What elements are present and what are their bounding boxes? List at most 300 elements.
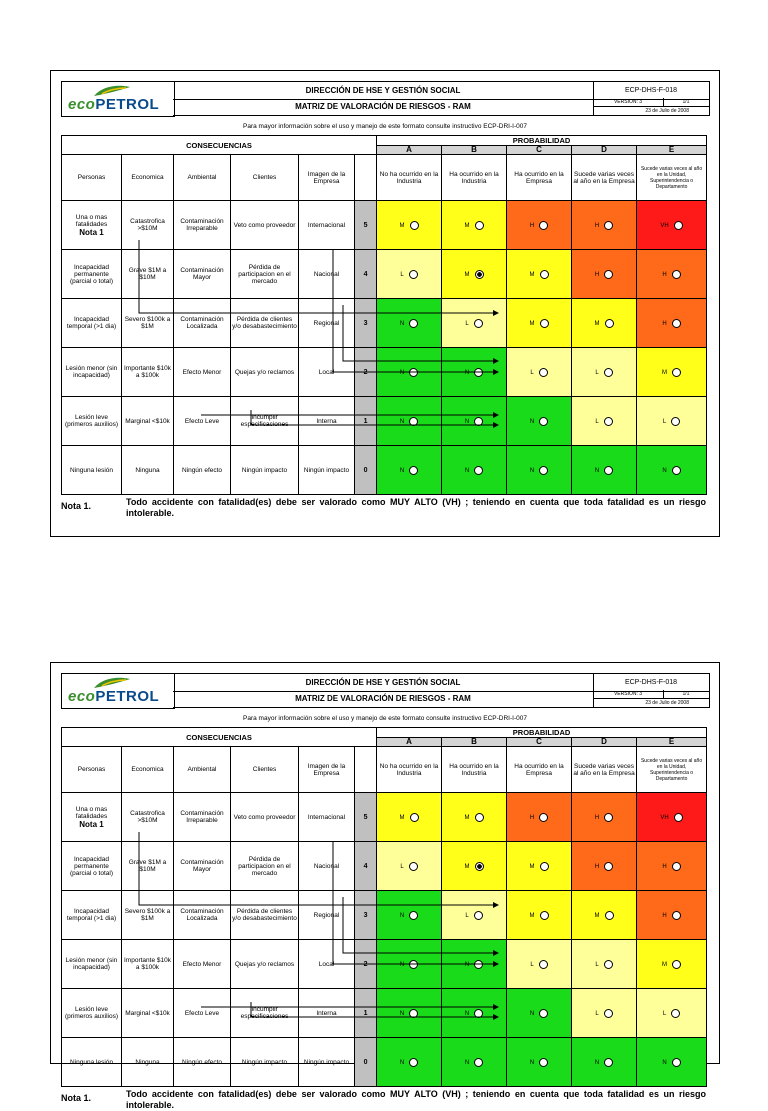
risk-cell[interactable] — [572, 1038, 637, 1087]
risk-level-label: M — [529, 863, 535, 870]
risk-level-label: N — [399, 418, 405, 425]
consequence-clientes: Veto como proveedor — [231, 201, 299, 250]
risk-cell[interactable] — [572, 201, 637, 250]
logo-text: ecoPETROL — [68, 96, 160, 113]
consequence-imagen: Ningún impacto — [299, 1038, 355, 1087]
risk-cell[interactable] — [637, 1038, 707, 1087]
consequence-imagen: Interna — [299, 397, 355, 446]
risk-cell[interactable] — [637, 891, 707, 940]
consequence-personas — [62, 989, 122, 1038]
radio-circle-icon[interactable] — [540, 862, 549, 871]
column-header: Imagen de la Empresa — [299, 155, 355, 201]
risk-cell[interactable] — [637, 940, 707, 989]
risk-cell[interactable] — [637, 842, 707, 891]
radio-circle-icon[interactable] — [605, 319, 614, 328]
radio-circle-icon[interactable] — [474, 417, 483, 426]
risk-cell[interactable] — [442, 348, 507, 397]
consequence-ambiental: Contaminación Localizada — [174, 299, 231, 348]
risk-matrix-form — [50, 70, 720, 537]
radio-circle-icon[interactable] — [539, 1058, 548, 1067]
consequence-ambiental: Contaminación Mayor — [174, 250, 231, 299]
form-date: 23 de Julio de 2008 — [593, 698, 709, 707]
radio-circle-icon[interactable] — [410, 221, 419, 230]
risk-cell[interactable] — [572, 446, 637, 495]
form-header — [61, 673, 709, 707]
matrix-grid — [61, 727, 706, 1087]
form-title-direction: DIRECCIÓN DE HSE Y GESTIÓN SOCIAL — [173, 673, 594, 692]
radio-circle-icon[interactable] — [474, 1058, 483, 1067]
risk-level-label: N — [662, 1059, 667, 1066]
column-header: Personas — [62, 747, 122, 793]
column-headers — [62, 747, 707, 793]
radio-circle-icon[interactable] — [474, 960, 483, 969]
risk-level-label: VH — [660, 222, 669, 229]
risk-level-label: M — [464, 863, 470, 870]
form-page: 1/1 — [682, 99, 690, 105]
radio-circle-icon[interactable] — [474, 1009, 483, 1018]
risk-cell[interactable] — [507, 348, 572, 397]
info-line: Para mayor información sobre el uso y manejo de este formato consulte instructivo ECP-DRI-I-007 — [243, 123, 527, 130]
radio-circle-icon[interactable] — [672, 319, 681, 328]
consequence-clientes: Ningún impacto — [231, 1038, 299, 1087]
nota-marker: Nota 1 — [79, 227, 104, 237]
risk-level-label: L — [595, 961, 599, 968]
radio-circle-icon[interactable] — [474, 368, 483, 377]
risk-level-label: N — [464, 418, 470, 425]
form-header — [61, 81, 709, 115]
risk-cell[interactable] — [442, 842, 507, 891]
risk-cell[interactable] — [377, 348, 442, 397]
radio-circle-icon[interactable] — [474, 466, 483, 475]
radio-circle-icon[interactable] — [604, 417, 613, 426]
probability-title: PROBABILIDAD — [377, 728, 707, 738]
risk-cell[interactable] — [377, 299, 442, 348]
risk-level-label: H — [662, 912, 667, 919]
risk-level-label: M — [529, 320, 535, 327]
radio-circle-icon[interactable] — [409, 911, 418, 920]
personas-text: Lesión menor (sin incapacidad) — [65, 957, 118, 971]
radio-circle-icon[interactable] — [475, 221, 484, 230]
risk-level-label: N — [464, 1010, 470, 1017]
risk-level-label: N — [529, 418, 535, 425]
radio-circle-icon[interactable] — [672, 1058, 681, 1067]
form-page: 1/1 — [682, 691, 690, 697]
consequence-ambiental: Ningún efecto — [174, 446, 231, 495]
radio-circle-icon[interactable] — [674, 221, 683, 230]
risk-cell[interactable] — [637, 446, 707, 495]
nota-marker: Nota 1 — [79, 819, 104, 829]
probability-letter: B — [442, 738, 507, 747]
consequence-personas — [62, 397, 122, 446]
consequence-clientes: Pérdida de participacion en el mercado — [231, 250, 299, 299]
probability-letter: E — [637, 738, 707, 747]
risk-cell[interactable] — [637, 793, 707, 842]
risk-cell[interactable] — [442, 793, 507, 842]
risk-cell[interactable] — [507, 989, 572, 1038]
radio-circle-icon[interactable] — [672, 368, 681, 377]
risk-cell[interactable] — [442, 446, 507, 495]
consequence-economica: Importante $10k a $100k — [122, 940, 174, 989]
consequence-imagen: Local — [299, 348, 355, 397]
radio-circle-icon[interactable] — [540, 319, 549, 328]
risk-cell[interactable] — [637, 348, 707, 397]
radio-circle-icon[interactable] — [409, 862, 418, 871]
risk-cell[interactable] — [377, 250, 442, 299]
risk-cell[interactable] — [637, 299, 707, 348]
radio-circle-icon[interactable] — [409, 270, 418, 279]
column-header: Ambiental — [174, 155, 231, 201]
form-date: 23 de Julio de 2008 — [593, 106, 709, 115]
probability-description: Ha ocurrido en la Industria — [442, 155, 507, 201]
risk-cell[interactable] — [377, 891, 442, 940]
risk-level-label: N — [399, 320, 405, 327]
table-row — [62, 446, 707, 495]
risk-cell[interactable] — [377, 989, 442, 1038]
probability-description: No ha ocurrido en la Industria — [377, 747, 442, 793]
radio-circle-icon[interactable] — [604, 466, 613, 475]
form-code: ECP-DHS-F-018 — [593, 81, 710, 100]
risk-level-label: H — [594, 814, 600, 821]
risk-cell[interactable] — [442, 299, 507, 348]
consequence-clientes: Incumplir especificaciones — [231, 397, 299, 446]
risk-cell[interactable] — [442, 940, 507, 989]
consequence-ambiental: Efecto Leve — [174, 989, 231, 1038]
risk-level-label: N — [399, 369, 405, 376]
matrix-grid — [61, 135, 706, 495]
matrix-table — [61, 135, 707, 495]
risk-level-label: H — [662, 863, 667, 870]
risk-cell[interactable] — [377, 446, 442, 495]
consequence-economica: Grave $1M a $10M — [122, 842, 174, 891]
risk-level-label: M — [464, 814, 470, 821]
risk-cell[interactable] — [442, 201, 507, 250]
risk-level-label: L — [400, 271, 404, 278]
severity-level: 1 — [355, 989, 377, 1038]
probability-letter: C — [507, 738, 572, 747]
risk-cell[interactable] — [637, 989, 707, 1038]
table-row — [62, 891, 707, 940]
radio-circle-icon[interactable] — [539, 1009, 548, 1018]
radio-circle-icon[interactable] — [409, 960, 418, 969]
radio-circle-icon[interactable] — [539, 221, 548, 230]
risk-cell[interactable] — [442, 250, 507, 299]
consequence-imagen: Regional — [299, 299, 355, 348]
risk-level-label: M — [529, 271, 535, 278]
risk-level-label: M — [594, 320, 600, 327]
risk-cell[interactable] — [507, 201, 572, 250]
radio-circle-icon[interactable] — [604, 221, 613, 230]
risk-level-label: L — [400, 863, 404, 870]
risk-level-label: N — [529, 1010, 535, 1017]
radio-circle-icon[interactable] — [604, 960, 613, 969]
probability-letter: D — [572, 146, 637, 155]
personas-text: Ninguna lesión — [69, 1058, 113, 1066]
risk-cell[interactable] — [572, 842, 637, 891]
personas-text: Incapacidad permanente (parcial o total) — [70, 855, 113, 877]
severity-level: 4 — [355, 842, 377, 891]
severity-level: 2 — [355, 348, 377, 397]
radio-circle-icon[interactable] — [475, 813, 484, 822]
consequence-economica: Catastrofica >$10M — [122, 201, 174, 250]
consequence-economica: Marginal <$10k — [122, 397, 174, 446]
radio-circle-icon[interactable] — [604, 813, 613, 822]
risk-cell[interactable] — [572, 348, 637, 397]
severity-level: 1 — [355, 397, 377, 446]
consequence-economica: Catastrofica >$10M — [122, 793, 174, 842]
radio-circle-icon[interactable] — [604, 368, 613, 377]
risk-cell[interactable] — [572, 940, 637, 989]
consequence-clientes: Incumplir especificaciones — [231, 989, 299, 1038]
risk-cell[interactable] — [507, 299, 572, 348]
risk-cell[interactable] — [442, 397, 507, 446]
risk-level-label: M — [529, 912, 535, 919]
severity-level: 3 — [355, 891, 377, 940]
column-headers — [62, 155, 707, 201]
table-row — [62, 201, 707, 250]
consequence-imagen: Nacional — [299, 842, 355, 891]
radio-circle-icon[interactable] — [539, 813, 548, 822]
risk-cell[interactable] — [572, 250, 637, 299]
probability-title: PROBABILIDAD — [377, 136, 707, 146]
personas-text: Lesión menor (sin incapacidad) — [65, 365, 118, 379]
risk-cell[interactable] — [572, 989, 637, 1038]
radio-circle-icon[interactable] — [539, 417, 548, 426]
table-row — [62, 842, 707, 891]
risk-cell[interactable] — [507, 940, 572, 989]
personas-text: Ninguna lesión — [69, 466, 113, 474]
radio-circle-icon[interactable] — [410, 813, 419, 822]
note-key: Nota 1. — [61, 501, 92, 511]
consequence-personas — [62, 299, 122, 348]
severity-level: 4 — [355, 250, 377, 299]
consequence-economica: Importante $10k a $100k — [122, 348, 174, 397]
risk-level-label: N — [529, 467, 535, 474]
ecopetrol-logo — [61, 81, 175, 117]
risk-cell[interactable] — [637, 397, 707, 446]
consequence-economica: Grave $1M a $10M — [122, 250, 174, 299]
consequence-personas — [62, 201, 122, 250]
consequences-title: CONSECUENCIAS — [62, 728, 377, 747]
form-title-direction: DIRECCIÓN DE HSE Y GESTIÓN SOCIAL — [173, 81, 594, 100]
radio-circle-icon[interactable] — [409, 1009, 418, 1018]
consequence-personas — [62, 250, 122, 299]
severity-level: 0 — [355, 446, 377, 495]
consequence-personas — [62, 891, 122, 940]
note-text: Todo accidente con fatalidad(es) debe ser valorado como MUY ALTO (VH) ; teniendo en cuenta que toda fatalidad es un riesgo intolerable. — [126, 1089, 706, 1110]
risk-cell[interactable] — [507, 793, 572, 842]
radio-circle-icon[interactable] — [672, 270, 681, 279]
header-spacer — [355, 747, 377, 793]
risk-cell[interactable] — [377, 1038, 442, 1087]
radio-circle-icon[interactable] — [671, 1009, 680, 1018]
risk-cell[interactable] — [507, 397, 572, 446]
risk-level-label: N — [399, 467, 405, 474]
risk-level-label: H — [594, 222, 600, 229]
risk-cell[interactable] — [442, 891, 507, 940]
form-version: VERSION: 3 — [593, 98, 664, 106]
probability-description: Sucede varias veces al año en la Empresa — [572, 747, 637, 793]
consequence-economica: Severo $100k a $1M — [122, 299, 174, 348]
personas-text: Lesión leve (primeros auxilios) — [64, 1006, 119, 1020]
personas-text: Una o mas fatalidades — [75, 213, 108, 228]
matrix-table — [61, 727, 707, 1087]
table-row — [62, 348, 707, 397]
table-row — [62, 989, 707, 1038]
radio-circle-icon[interactable] — [672, 911, 681, 920]
radio-circle-icon[interactable] — [474, 911, 483, 920]
consequence-personas — [62, 1038, 122, 1087]
risk-cell[interactable] — [507, 250, 572, 299]
risk-cell[interactable] — [507, 1038, 572, 1087]
table-row — [62, 397, 707, 446]
table-row — [62, 250, 707, 299]
column-header: Economica — [122, 747, 174, 793]
risk-cell[interactable] — [377, 793, 442, 842]
risk-cell[interactable] — [377, 397, 442, 446]
probability-letter: D — [572, 738, 637, 747]
column-header: Clientes — [231, 155, 299, 201]
risk-cell[interactable] — [637, 201, 707, 250]
risk-level-label: VH — [660, 814, 669, 821]
risk-cell[interactable] — [507, 842, 572, 891]
form-code: ECP-DHS-F-018 — [593, 673, 710, 692]
risk-level-label: M — [662, 369, 668, 376]
consequence-ambiental: Contaminación Mayor — [174, 842, 231, 891]
risk-cell[interactable] — [507, 446, 572, 495]
risk-level-label: M — [399, 222, 405, 229]
risk-cell[interactable] — [572, 891, 637, 940]
risk-cell[interactable] — [442, 989, 507, 1038]
risk-cell[interactable] — [377, 201, 442, 250]
consequence-personas — [62, 446, 122, 495]
header-spacer — [355, 155, 377, 201]
risk-level-label: H — [662, 271, 667, 278]
consequence-personas — [62, 940, 122, 989]
personas-text: Una o mas fatalidades — [75, 805, 108, 820]
risk-level-label: H — [594, 863, 600, 870]
radio-circle-icon[interactable] — [672, 862, 681, 871]
radio-circle-icon[interactable] — [672, 960, 681, 969]
radio-circle-icon[interactable] — [474, 319, 483, 328]
risk-cell[interactable] — [377, 940, 442, 989]
severity-level: 0 — [355, 1038, 377, 1087]
probability-description: No ha ocurrido en la Industria — [377, 155, 442, 201]
column-header: Clientes — [231, 747, 299, 793]
risk-level-label: L — [465, 320, 469, 327]
severity-level: 2 — [355, 940, 377, 989]
risk-level-label: L — [595, 369, 599, 376]
radio-circle-icon[interactable] — [539, 466, 548, 475]
radio-circle-icon[interactable] — [539, 368, 548, 377]
risk-level-label: N — [464, 961, 470, 968]
consequence-ambiental: Contaminación Irreparable — [174, 793, 231, 842]
radio-circle-icon[interactable] — [409, 1058, 418, 1067]
probability-description: Ha ocurrido en la Empresa — [507, 155, 572, 201]
matrix-body — [62, 793, 707, 1087]
risk-level-label: N — [399, 961, 405, 968]
consequence-clientes: Pérdida de clientes y/o desabastecimiento — [231, 891, 299, 940]
radio-circle-icon[interactable] — [409, 466, 418, 475]
radio-circle-icon[interactable] — [671, 417, 680, 426]
note-key: Nota 1. — [61, 1093, 92, 1103]
risk-level-label: M — [662, 961, 668, 968]
risk-level-label: H — [662, 320, 667, 327]
risk-cell[interactable] — [572, 793, 637, 842]
table-row — [62, 1038, 707, 1087]
probability-description: Ha ocurrido en la Industria — [442, 747, 507, 793]
radio-circle-icon[interactable] — [409, 417, 418, 426]
risk-level-label: N — [662, 467, 667, 474]
risk-cell[interactable] — [572, 299, 637, 348]
risk-level-label: M — [594, 912, 600, 919]
radio-circle-icon[interactable] — [605, 911, 614, 920]
risk-cell[interactable] — [572, 397, 637, 446]
risk-level-label: N — [399, 1059, 405, 1066]
consequence-imagen: Regional — [299, 891, 355, 940]
risk-level-label: N — [464, 369, 470, 376]
consequence-economica: Ninguna — [122, 446, 174, 495]
consequence-clientes: Veto como proveedor — [231, 793, 299, 842]
consequence-imagen: Internacional — [299, 201, 355, 250]
radio-circle-icon[interactable] — [604, 1009, 613, 1018]
form-version-box — [593, 98, 710, 116]
consequence-clientes: Quejas y/o reclamos — [231, 348, 299, 397]
risk-cell[interactable] — [507, 891, 572, 940]
column-header: Ambiental — [174, 747, 231, 793]
risk-level-label: M — [464, 271, 470, 278]
radio-circle-icon[interactable] — [540, 270, 549, 279]
probability-letter: E — [637, 146, 707, 155]
risk-cell[interactable] — [377, 842, 442, 891]
radio-circle-icon[interactable] — [672, 466, 681, 475]
form-title-matrix: MATRIZ DE VALORACIÓN DE RIESGOS - RAM — [173, 98, 594, 116]
consequence-ambiental: Efecto Leve — [174, 397, 231, 446]
probability-description: Sucede varias veces al año en la Unidad, Superintendencia o Departamento — [637, 155, 707, 201]
consequence-clientes: Ningún impacto — [231, 446, 299, 495]
probability-letter: A — [377, 146, 442, 155]
radio-circle-icon[interactable] — [409, 319, 418, 328]
radio-circle-icon[interactable] — [604, 1058, 613, 1067]
column-header: Imagen de la Empresa — [299, 747, 355, 793]
risk-level-label: H — [529, 222, 535, 229]
consequence-clientes: Pérdida de participacion en el mercado — [231, 842, 299, 891]
risk-cell[interactable] — [637, 250, 707, 299]
radio-circle-icon[interactable] — [604, 862, 613, 871]
risk-level-label: L — [662, 418, 667, 425]
consequence-ambiental: Ningún efecto — [174, 1038, 231, 1087]
radio-circle-icon[interactable] — [475, 862, 484, 871]
form-version-box — [593, 690, 710, 708]
risk-level-label: N — [529, 1059, 535, 1066]
radio-circle-icon[interactable] — [604, 270, 613, 279]
risk-level-label: N — [594, 467, 600, 474]
risk-level-label: H — [529, 814, 535, 821]
radio-circle-icon[interactable] — [475, 270, 484, 279]
radio-circle-icon[interactable] — [409, 368, 418, 377]
risk-level-label: N — [594, 1059, 600, 1066]
probability-letter: C — [507, 146, 572, 155]
radio-circle-icon[interactable] — [539, 960, 548, 969]
severity-level: 5 — [355, 201, 377, 250]
radio-circle-icon[interactable] — [674, 813, 683, 822]
personas-text: Lesión leve (primeros auxilios) — [64, 414, 119, 428]
matrix-body — [62, 201, 707, 495]
form-title-matrix: MATRIZ DE VALORACIÓN DE RIESGOS - RAM — [173, 690, 594, 708]
risk-cell[interactable] — [442, 1038, 507, 1087]
probability-description: Sucede varias veces al año en la Unidad, Superintendencia o Departamento — [637, 747, 707, 793]
radio-circle-icon[interactable] — [540, 911, 549, 920]
risk-level-label: L — [595, 1010, 599, 1017]
